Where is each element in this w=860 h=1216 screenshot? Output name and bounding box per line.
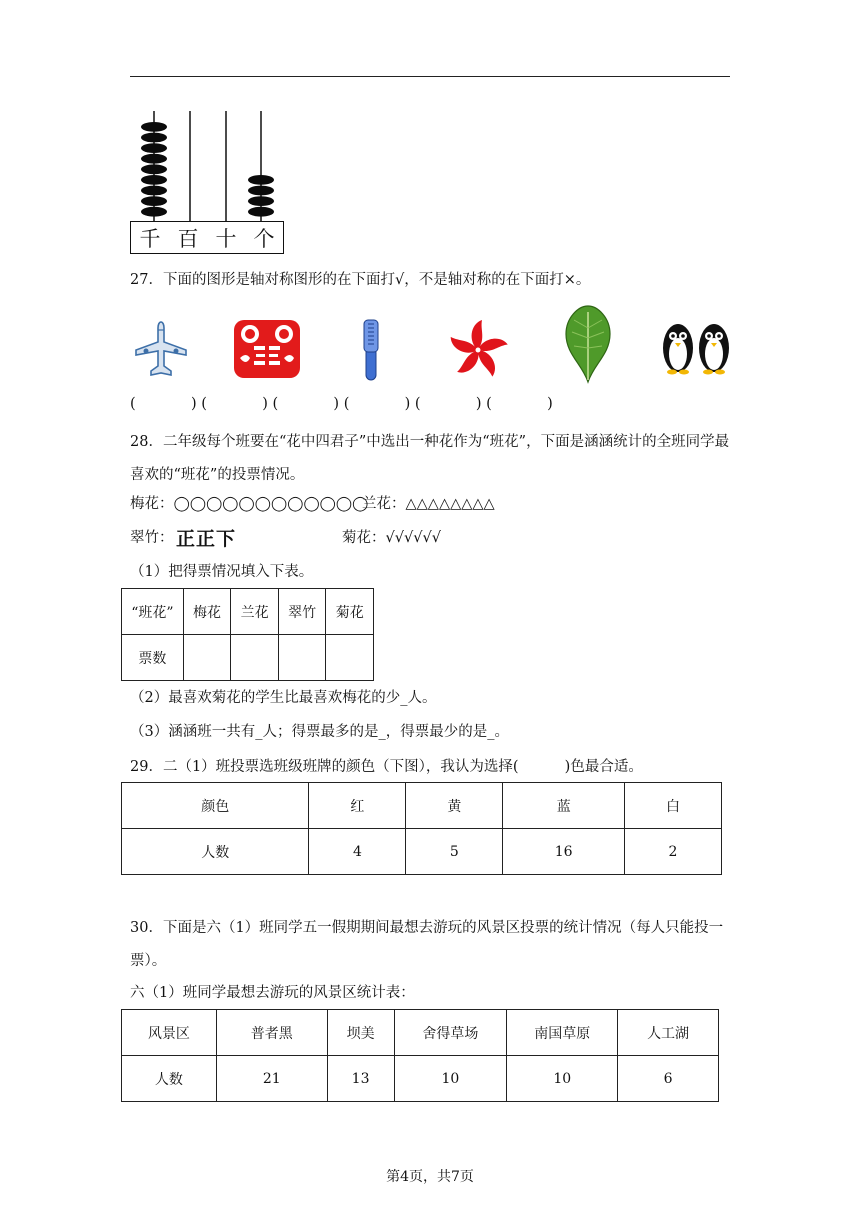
- table-cell: 人数: [122, 829, 309, 875]
- q28-sub2: （2）最喜欢菊花的学生比最喜欢梅花的少_人。: [130, 690, 437, 706]
- table-cell: 10: [507, 1056, 618, 1102]
- table-header-cell: 颜色: [122, 783, 309, 829]
- penguins-icon: [660, 318, 732, 376]
- table-row: [122, 1056, 719, 1102]
- q29-color-table: [121, 782, 722, 875]
- table-row: [122, 589, 374, 635]
- q28-sub3: （3）涵涵班一共有_人；得票最多的是_，得票最少的是_。: [130, 724, 509, 740]
- q28-text: 28．二年级每个班要在“花中四君子”中选出一种花作为“班花”，下面是涵涵统计的全班同学最喜欢的“班花”的投票情况。: [130, 434, 730, 483]
- table-cell: 6: [618, 1056, 719, 1102]
- table-cell: 2: [625, 829, 722, 875]
- q28-cuizhu-tally: 正正下: [176, 528, 237, 550]
- q27-answer-row: ( ) ( ) ( ) ( ) ( ) ( ): [130, 396, 553, 412]
- table-cell: 4: [309, 829, 406, 875]
- bauhinia-flower-icon: [446, 318, 510, 382]
- table-cell: 16: [503, 829, 625, 875]
- table-header-cell: 蓝: [503, 783, 625, 829]
- abacus-bead: [248, 207, 274, 217]
- q28-cuizhu-label: 翠竹：: [130, 530, 174, 546]
- double-happiness-papercut-icon: [232, 318, 302, 380]
- table-row: [122, 783, 722, 829]
- table-row: [122, 1010, 719, 1056]
- table-header-cell: 菊花: [326, 589, 374, 635]
- q30-text: 30．下面是六（1）班同学五一假期期间最想去游玩的风景区投票的统计情况（每人只能投一票）。: [130, 920, 724, 969]
- abacus-bead: [248, 175, 274, 185]
- table-header-cell: 南国草原: [507, 1010, 618, 1056]
- page-footer: 第4页，共7页: [386, 1169, 474, 1185]
- q27-text: 27．下面的图形是轴对称图形的在下面打√，不是轴对称的在下面打×。: [130, 272, 591, 288]
- table-header-cell: 黄: [406, 783, 503, 829]
- answer-cell[interactable]: [326, 635, 374, 681]
- q28-juhua: 菊花：√√√√√√: [342, 530, 441, 546]
- comb-icon: [358, 318, 384, 382]
- abacus-bead: [141, 133, 167, 143]
- table-row: [122, 829, 722, 875]
- abacus: [130, 108, 290, 256]
- table-header-cell: 风景区: [122, 1010, 217, 1056]
- abacus-label-tens: 十: [215, 226, 237, 251]
- abacus-bead: [248, 186, 274, 196]
- abacus-bead: [141, 154, 167, 164]
- abacus-bead: [141, 143, 167, 153]
- abacus-bead: [141, 196, 167, 206]
- answer-cell[interactable]: [231, 635, 279, 681]
- table-header-cell: 人工湖: [618, 1010, 719, 1056]
- table-header-cell: 舍得草场: [394, 1010, 507, 1056]
- abacus-bead: [141, 186, 167, 196]
- table-header-cell: 红: [309, 783, 406, 829]
- leaf-icon: [562, 304, 614, 384]
- abacus-label-thousands: 千: [139, 226, 161, 251]
- table-row: [122, 635, 374, 681]
- q30-caption: 六（1）班同学最想去游玩的风景区统计表：: [130, 985, 415, 1001]
- airplane-icon: [130, 318, 196, 380]
- abacus-label-ones: 个: [253, 226, 275, 251]
- answer-cell[interactable]: [183, 635, 231, 681]
- abacus-label-hundreds: 百: [177, 226, 199, 251]
- table-cell: 票数: [122, 635, 184, 681]
- table-cell: 13: [327, 1056, 394, 1102]
- abacus-bead: [141, 122, 167, 132]
- q27-images: [130, 318, 750, 384]
- abacus-bead: [248, 196, 274, 206]
- table-header-cell: 普者黑: [216, 1010, 327, 1056]
- table-header-cell: 兰花: [231, 589, 279, 635]
- abacus-bead: [141, 207, 167, 217]
- table-header-cell: 翠竹: [278, 589, 326, 635]
- header-rule: [130, 76, 730, 77]
- q28-lanhua: 兰花：△△△△△△△△: [362, 496, 495, 512]
- table-header-cell: 白: [625, 783, 722, 829]
- q28-sub1: （1）把得票情况填入下表。: [130, 564, 314, 580]
- q28-vote-table: [121, 588, 374, 681]
- table-cell: 21: [216, 1056, 327, 1102]
- abacus-label-box: [130, 221, 284, 254]
- abacus-bead: [141, 175, 167, 185]
- abacus-bead: [141, 164, 167, 174]
- q30-scenic-table: [121, 1009, 719, 1102]
- table-cell: 人数: [122, 1056, 217, 1102]
- q28-meihua: 梅花：◯◯◯◯◯◯◯◯◯◯◯◯: [130, 496, 369, 512]
- answer-cell[interactable]: [278, 635, 326, 681]
- q29-text: 29．二（1）班投票选班级班牌的颜色（下图），我认为选择( )色最合适。: [130, 759, 643, 775]
- table-cell: 5: [406, 829, 503, 875]
- table-header-cell: 坝美: [327, 1010, 394, 1056]
- table-cell: 10: [394, 1056, 507, 1102]
- table-header-cell: “班花”: [122, 589, 184, 635]
- table-header-cell: 梅花: [183, 589, 231, 635]
